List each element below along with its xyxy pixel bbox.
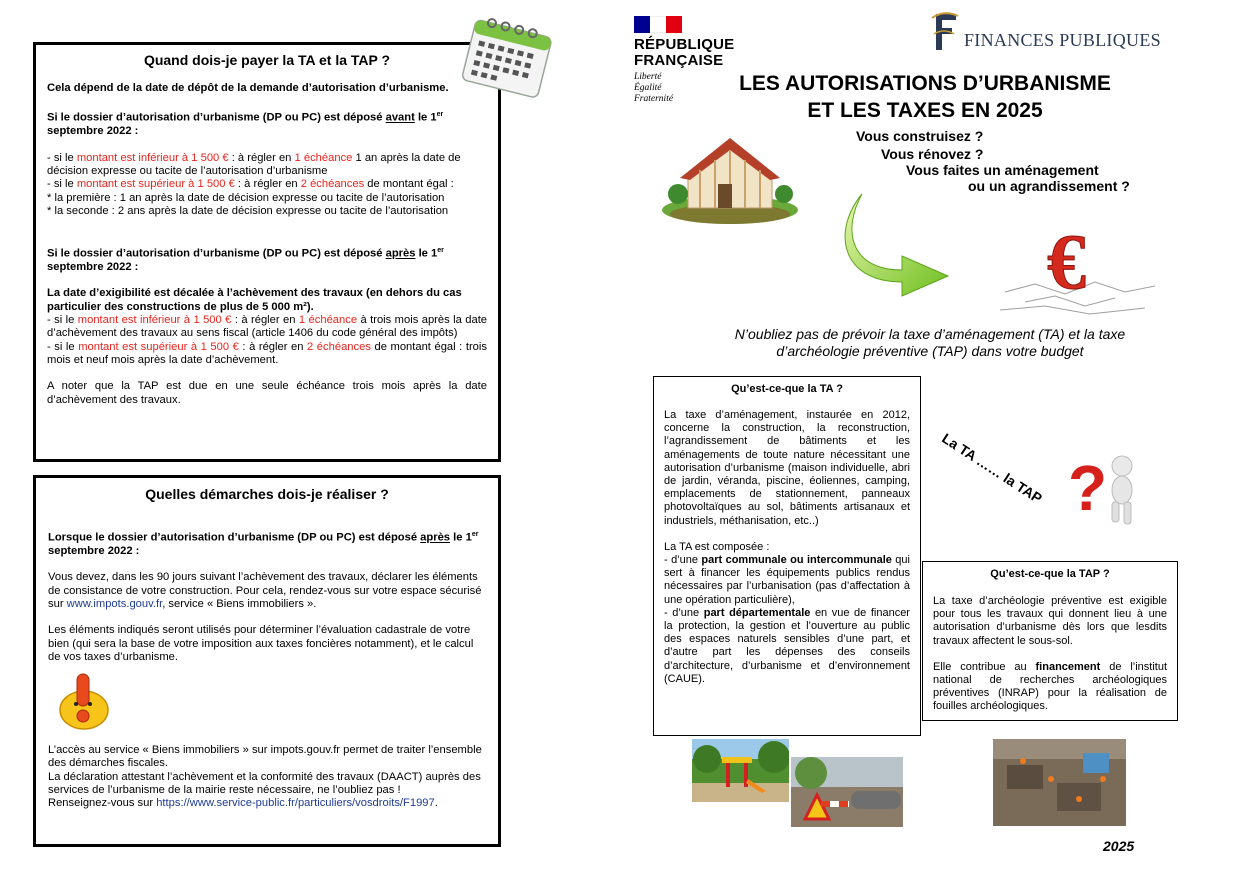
french-flag-icon bbox=[634, 16, 682, 33]
rf-motto: Liberté Égalité Fraternité bbox=[634, 72, 674, 104]
after-rule-2: - si le montant est supérieur à 1 500 € : à régler en 2 échéances de montant égal : trois mois et neuf mois après la date d’achèvement. bbox=[47, 340, 487, 366]
service-public-text: Renseignez-vous sur https://www.service-public.fr/particuliers/vosdroits/F1997. bbox=[48, 797, 438, 810]
question-mark-figure-icon bbox=[1062, 448, 1146, 530]
tap-definition: La taxe d’archéologie préventive est exigible pour tous les travaux qui donnent lieu à une autorisation d’urbanisme dès lors que lesdits travaux affectent le sous-sol. bbox=[933, 595, 1167, 647]
roadworks-photo bbox=[791, 757, 903, 827]
excavation-photo bbox=[993, 739, 1126, 826]
finances-publiques-mark-icon bbox=[930, 12, 960, 52]
ta-title: Qu’est-ce-que la TA ? bbox=[731, 383, 843, 395]
tap-title: Qu’est-ce-que la TAP ? bbox=[990, 568, 1110, 580]
rf-title: RÉPUBLIQUE FRANÇAISE bbox=[634, 36, 735, 69]
tap-financing: Elle contribue au financement de l’institut national de recherches archéologiques préventives (INRAP) pour la réalisation de fouilles archéologiques. bbox=[933, 660, 1168, 713]
ta-tap-label: La TA …… la TAP bbox=[939, 430, 1045, 507]
intro-text: Cela dépend de la date de dépôt de la demande d’autorisation d’urbanisme. bbox=[47, 82, 449, 94]
ta-part-departementale: - d’une part départementale en vue de financer la protection, la gestion et l’ouverture au public des espaces naturels sensibles d’une part, et d’autre part les dépenses des conseils d’architecture, d’urbanisme et d’environnement (CAUE). bbox=[664, 606, 910, 685]
tap-box bbox=[922, 561, 1178, 721]
before-rule-4: * la seconde : 2 ans après la date de décision expresse ou tacite de l’autorisation bbox=[47, 204, 449, 217]
payment-timing-title: Quand dois-je payer la TA et la TAP ? bbox=[143, 52, 391, 68]
procedures-box bbox=[33, 475, 501, 847]
daact-text: La déclaration attestant l’achèvement et la conformité des travaux (DAACT) auprès des services de l’urbanisme de la mairie reste nécessaire, ne l’oubliez pas ! bbox=[48, 770, 481, 796]
ta-composition-label: La TA est composée : bbox=[664, 540, 770, 553]
page-title: LES AUTORISATIONS D’URBANISME ET LES TAXES EN 2025 bbox=[739, 72, 1111, 122]
finances-publiques-logo bbox=[930, 12, 1170, 54]
svg-text:?: ? bbox=[1068, 452, 1108, 524]
playground-photo bbox=[692, 739, 789, 802]
procedures-heading: Lorsque le dossier d’autorisation d’urbanisme (DP ou PC) est déposé après le 1er septembre 2022 : bbox=[48, 531, 479, 558]
after-heading: Si le dossier d’autorisation d’urbanisme (DP ou PC) est déposé après le 1er septembre 2022 : bbox=[47, 247, 444, 274]
question-renovez: Vous rénovez ? bbox=[881, 146, 984, 162]
budget-reminder: N’oubliez pas de prévoir la taxe d’aménagement (TA) et la taxe d’archéologie préventive (TAP) dans votre budget bbox=[734, 326, 1126, 359]
before-heading: Si le dossier d’autorisation d’urbanisme (DP ou PC) est déposé avant le 1er septembre 2022 : bbox=[47, 111, 444, 138]
after-rule-1: - si le montant est inférieur à 1 500 € : à régler en 1 échéance à trois mois après la date d’achèvement des travaux au sens fiscal (article 1406 du code général des impôts) bbox=[47, 314, 488, 340]
payment-timing-box bbox=[33, 42, 501, 462]
year-label: 2025 bbox=[1103, 838, 1135, 854]
euro-symbol-image bbox=[995, 222, 1160, 320]
svg-text:€: € bbox=[1047, 222, 1086, 305]
house-construction-image bbox=[660, 120, 800, 226]
ta-part-communale: - d’une part communale ou intercommunale qui sert à financer les équipements publics rendus nécessaires par l’urbanisation (pas d’affectation à une opération particulière), bbox=[664, 554, 910, 606]
exclamation-mascot-icon bbox=[56, 672, 112, 732]
service-public-link[interactable]: https://www.service-public.fr/particuliers/vosdroits/F1997 bbox=[156, 797, 435, 810]
question-construisez: Vous construisez ? bbox=[856, 128, 984, 144]
before-rule-1: - si le montant est inférieur à 1 500 € : à régler en 1 échéance 1 an après la date de décision expresse ou tacite de l’autorisation d’urbanisme bbox=[47, 151, 461, 177]
tap-note: A noter que la TAP est due en une seule échéance trois mois après la date d’achèvement des travaux. bbox=[47, 380, 487, 406]
before-rule-2: - si le montant est supérieur à 1 500 € : à régler en 2 échéances de montant égal : bbox=[47, 178, 454, 191]
before-rule-3: * la première : 1 an après la date de décision expresse ou tacite de l’autorisation bbox=[47, 191, 445, 204]
declaration-text: Vous devez, dans les 90 jours suivant l’achèvement des travaux, déclarer les éléments de consistance de votre construction. Pour cela, rendez-vous sur votre espace sécurisé sur www.impots.gouv.fr, service « Biens immobiliers ». bbox=[48, 571, 482, 610]
procedures-title: Quelles démarches dois-je réaliser ? bbox=[145, 486, 389, 502]
ta-definition: La taxe d’aménagement, instaurée en 2012, concerne la construction, la reconstruction, l’agrandissement de bâtiments et les aménagements de toute nature nécessitant une autorisation d’urbanisme (maison individuelle, abri de jardin, véranda, piscine, éoliennes, camping, emplacements de stationnement, panneaux photovoltaïques au sol, bâtiments artisanaux et industriels, méthanisation, etc..) bbox=[664, 409, 910, 527]
ta-box bbox=[653, 376, 921, 736]
exigibility-text: La date d’exigibilité est décalée à l’achèvement des travaux (en dehors du cas particulier des constructions de plus de 5 000 m²). bbox=[47, 287, 462, 313]
finances-publiques-text: FINANCES PUBLIQUES bbox=[964, 30, 1161, 50]
evaluation-text: Les éléments indiqués seront utilisés pour déterminer l’évaluation cadastrale de votre bien (qui sera la base de votre imposition aux taxes foncières notamment), et le calcul de vos taxes d’urbanisme. bbox=[48, 624, 474, 663]
green-arrow-icon bbox=[840, 190, 952, 300]
impots-link[interactable]: www.impots.gouv.fr bbox=[66, 597, 163, 610]
service-access-text: L’accès au service « Biens immobiliers » sur impots.gouv.fr permet de traiter l’ensemble des démarches fiscales. bbox=[48, 744, 482, 770]
question-amenagement: Vous faites un aménagement bbox=[906, 162, 1099, 178]
question-agrandissement: ou un agrandissement ? bbox=[968, 178, 1130, 194]
